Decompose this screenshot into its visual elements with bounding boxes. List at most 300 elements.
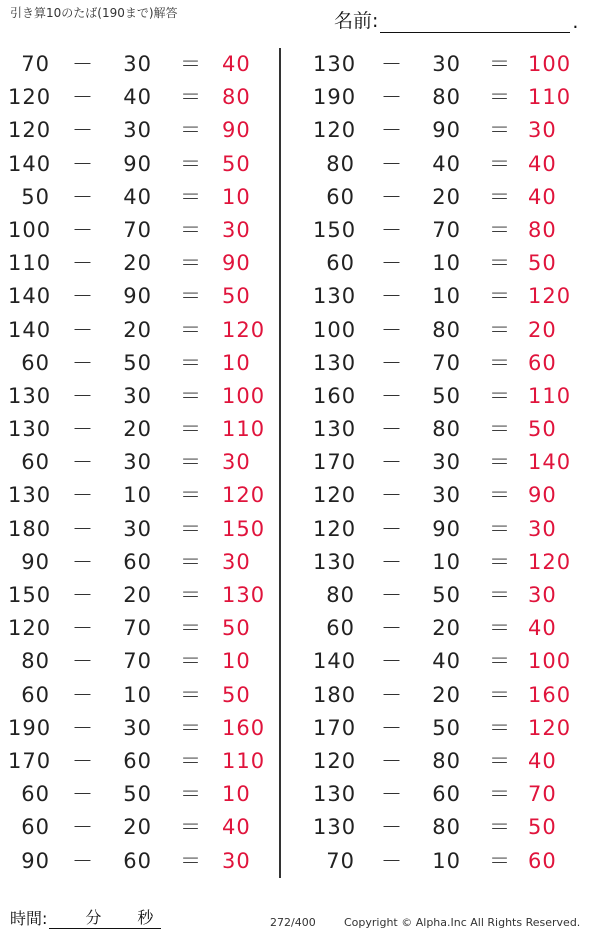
equals-sign: ＝ <box>180 483 202 508</box>
problem-row <box>281 612 600 645</box>
answer: 30 <box>222 549 251 574</box>
minuend: 170 <box>313 450 357 475</box>
problem-row <box>281 745 600 778</box>
equals-sign: ＝ <box>180 383 202 408</box>
time-field <box>10 906 161 929</box>
equals-sign: ＝ <box>489 184 511 209</box>
problem-row <box>281 645 600 678</box>
minus-sign: － <box>381 52 403 76</box>
subtrahend: 10 <box>432 848 461 873</box>
minuend: 190 <box>313 85 357 110</box>
minuend: 60 <box>21 350 50 375</box>
subtrahend: 20 <box>123 251 152 276</box>
answer: 40 <box>528 151 557 176</box>
minus-sign: － <box>381 450 403 475</box>
equals-sign: ＝ <box>180 184 202 209</box>
subtrahend: 50 <box>432 383 461 408</box>
subtrahend: 40 <box>432 649 461 674</box>
equals-sign: ＝ <box>180 85 202 110</box>
minus-sign: － <box>72 748 94 773</box>
answer: 100 <box>528 52 572 76</box>
subtrahend: 20 <box>123 815 152 840</box>
equals-sign: ＝ <box>489 516 511 541</box>
minus-sign: － <box>381 217 403 242</box>
minus-sign: － <box>381 284 403 309</box>
minuend: 60 <box>326 184 355 209</box>
minuend: 80 <box>326 151 355 176</box>
name-label: 名前: <box>334 10 379 32</box>
equals-sign: ＝ <box>489 217 511 242</box>
minus-sign: － <box>381 350 403 375</box>
minuend: 80 <box>326 583 355 607</box>
minus-sign: － <box>72 782 94 807</box>
equals-sign: ＝ <box>489 782 511 807</box>
subtrahend: 90 <box>432 118 461 143</box>
answer: 50 <box>222 682 251 707</box>
subtrahend: 30 <box>432 483 461 508</box>
equals-sign: ＝ <box>489 682 511 707</box>
answer: 60 <box>528 350 557 375</box>
minus-sign: － <box>381 151 403 176</box>
subtrahend: 70 <box>123 217 152 242</box>
minuend: 80 <box>21 649 50 674</box>
equals-sign: ＝ <box>489 748 511 773</box>
equals-sign: ＝ <box>489 549 511 574</box>
subtrahend: 30 <box>123 516 152 541</box>
answer: 40 <box>528 748 557 773</box>
answer: 50 <box>222 151 251 176</box>
problem-row <box>0 181 279 214</box>
equals-sign: ＝ <box>180 151 202 176</box>
subtrahend: 80 <box>432 417 461 442</box>
answer: 40 <box>222 52 251 76</box>
subtrahend: 20 <box>432 682 461 707</box>
minuend: 130 <box>313 782 357 807</box>
subtrahend: 80 <box>432 85 461 110</box>
minuend: 120 <box>8 616 52 641</box>
subtrahend: 30 <box>123 450 152 475</box>
subtrahend: 10 <box>123 483 152 508</box>
problem-row <box>0 645 279 678</box>
worksheet-title: 引き算10のたば(190まで)解答 <box>10 6 178 20</box>
answer: 160 <box>222 715 266 740</box>
equals-sign: ＝ <box>489 85 511 110</box>
minus-sign: － <box>381 815 403 840</box>
minus-sign: － <box>381 516 403 541</box>
problem-row <box>281 380 600 413</box>
problem-row <box>281 845 600 878</box>
minuend: 140 <box>8 151 52 176</box>
problem-row <box>281 114 600 147</box>
answer: 50 <box>528 815 557 840</box>
problem-row <box>0 546 279 579</box>
equals-sign: ＝ <box>489 450 511 475</box>
equals-sign: ＝ <box>180 284 202 309</box>
problem-row <box>0 48 279 81</box>
minus-sign: － <box>72 450 94 475</box>
minus-sign: － <box>381 118 403 143</box>
answer: 30 <box>222 217 251 242</box>
answer: 120 <box>222 317 266 342</box>
minus-sign: － <box>381 682 403 707</box>
subtrahend: 30 <box>123 383 152 408</box>
problem-row <box>0 845 279 878</box>
minus-sign: － <box>381 383 403 408</box>
minus-sign: － <box>72 251 94 276</box>
equals-sign: ＝ <box>180 748 202 773</box>
equals-sign: ＝ <box>180 848 202 873</box>
subtrahend: 30 <box>123 118 152 143</box>
answer: 130 <box>222 583 266 607</box>
answer: 30 <box>528 583 557 607</box>
subtrahend: 50 <box>432 583 461 607</box>
answer: 80 <box>528 217 557 242</box>
equals-sign: ＝ <box>489 583 511 607</box>
equals-sign: ＝ <box>180 649 202 674</box>
subtrahend: 40 <box>123 184 152 209</box>
problem-row <box>281 81 600 114</box>
problem-row <box>281 148 600 181</box>
answer: 120 <box>528 549 572 574</box>
problem-row <box>281 446 600 479</box>
minuend: 150 <box>313 217 357 242</box>
name-field <box>334 6 578 33</box>
seconds-unit: 秒 <box>137 908 154 927</box>
problem-row <box>281 48 600 81</box>
problem-row <box>281 513 600 546</box>
minuend: 60 <box>326 251 355 276</box>
problem-row <box>281 546 600 579</box>
minuend: 100 <box>8 217 52 242</box>
minuend: 130 <box>313 549 357 574</box>
minus-sign: － <box>381 848 403 873</box>
subtrahend: 80 <box>432 748 461 773</box>
time-label: 時間: <box>10 909 48 928</box>
minus-sign: － <box>72 583 94 607</box>
answer: 40 <box>528 616 557 641</box>
subtrahend: 30 <box>123 52 152 76</box>
minus-sign: － <box>72 284 94 309</box>
minus-sign: － <box>72 317 94 342</box>
answer: 10 <box>222 184 251 209</box>
answer: 100 <box>222 383 266 408</box>
problem-row <box>0 712 279 745</box>
minuend: 100 <box>313 317 357 342</box>
minuend: 110 <box>8 251 52 276</box>
equals-sign: ＝ <box>489 715 511 740</box>
problem-row <box>0 679 279 712</box>
minuend: 120 <box>313 483 357 508</box>
problem-row <box>281 479 600 512</box>
problem-row <box>0 778 279 811</box>
subtrahend: 30 <box>432 450 461 475</box>
problem-row <box>0 280 279 313</box>
answer: 10 <box>222 782 251 807</box>
problem-row <box>0 612 279 645</box>
equals-sign: ＝ <box>489 317 511 342</box>
problem-row <box>0 114 279 147</box>
minuend: 120 <box>313 118 357 143</box>
equals-sign: ＝ <box>180 715 202 740</box>
subtrahend: 30 <box>123 715 152 740</box>
minuend: 170 <box>8 748 52 773</box>
answer: 110 <box>222 748 266 773</box>
problem-row <box>281 679 600 712</box>
minus-sign: － <box>72 350 94 375</box>
problem-row <box>0 446 279 479</box>
problem-row <box>281 280 600 313</box>
minus-sign: － <box>381 184 403 209</box>
equals-sign: ＝ <box>180 251 202 276</box>
minuend: 130 <box>313 815 357 840</box>
equals-sign: ＝ <box>180 815 202 840</box>
minus-sign: － <box>381 251 403 276</box>
equals-sign: ＝ <box>180 516 202 541</box>
equals-sign: ＝ <box>180 417 202 442</box>
minus-sign: － <box>381 483 403 508</box>
minus-sign: － <box>72 151 94 176</box>
equals-sign: ＝ <box>180 118 202 143</box>
minus-sign: － <box>381 85 403 110</box>
equals-sign: ＝ <box>489 483 511 508</box>
minus-sign: － <box>72 184 94 209</box>
equals-sign: ＝ <box>180 549 202 574</box>
minus-sign: － <box>72 417 94 442</box>
subtrahend: 70 <box>123 649 152 674</box>
minus-sign: － <box>381 616 403 641</box>
subtrahend: 90 <box>432 516 461 541</box>
minuend: 60 <box>21 815 50 840</box>
answer: 50 <box>222 284 251 309</box>
minuend: 130 <box>313 284 357 309</box>
minuend: 60 <box>21 782 50 807</box>
problem-row <box>0 347 279 380</box>
minus-sign: － <box>381 782 403 807</box>
equals-sign: ＝ <box>180 782 202 807</box>
problem-row <box>0 413 279 446</box>
problem-row <box>281 778 600 811</box>
minus-sign: － <box>381 715 403 740</box>
minus-sign: － <box>72 483 94 508</box>
minuend: 70 <box>326 848 355 873</box>
equals-sign: ＝ <box>489 251 511 276</box>
minuend: 60 <box>21 682 50 707</box>
subtrahend: 80 <box>432 317 461 342</box>
problem-row <box>281 314 600 347</box>
minuend: 120 <box>313 516 357 541</box>
subtrahend: 80 <box>432 815 461 840</box>
subtrahend: 50 <box>123 350 152 375</box>
minus-sign: － <box>72 848 94 873</box>
equals-sign: ＝ <box>489 52 511 76</box>
problem-row <box>0 380 279 413</box>
answer: 150 <box>222 516 266 541</box>
equals-sign: ＝ <box>489 350 511 375</box>
minuend: 180 <box>8 516 52 541</box>
equals-sign: ＝ <box>180 583 202 607</box>
equals-sign: ＝ <box>489 284 511 309</box>
problem-row <box>0 148 279 181</box>
subtrahend: 10 <box>432 549 461 574</box>
answer: 70 <box>528 782 557 807</box>
minus-sign: － <box>72 383 94 408</box>
minutes-unit: 分 <box>85 908 102 927</box>
minuend: 90 <box>21 848 50 873</box>
problem-row <box>0 811 279 844</box>
subtrahend: 20 <box>432 184 461 209</box>
answer: 30 <box>528 118 557 143</box>
equals-sign: ＝ <box>180 450 202 475</box>
answer: 110 <box>528 85 572 110</box>
equals-sign: ＝ <box>489 815 511 840</box>
answer: 60 <box>528 848 557 873</box>
minuend: 130 <box>8 483 52 508</box>
answer: 10 <box>222 350 251 375</box>
minuend: 130 <box>8 383 52 408</box>
subtrahend: 60 <box>123 848 152 873</box>
minus-sign: － <box>72 118 94 143</box>
minus-sign: － <box>72 217 94 242</box>
subtrahend: 50 <box>432 715 461 740</box>
minuend: 90 <box>21 549 50 574</box>
minuend: 120 <box>313 748 357 773</box>
answer: 120 <box>528 284 572 309</box>
subtrahend: 20 <box>123 417 152 442</box>
answer: 30 <box>528 516 557 541</box>
minuend: 60 <box>21 450 50 475</box>
subtrahend: 70 <box>123 616 152 641</box>
subtrahend: 60 <box>123 748 152 773</box>
equals-sign: ＝ <box>180 317 202 342</box>
name-dot: . <box>572 11 579 33</box>
minus-sign: － <box>72 715 94 740</box>
minus-sign: － <box>381 549 403 574</box>
equals-sign: ＝ <box>489 848 511 873</box>
minus-sign: － <box>381 583 403 607</box>
subtrahend: 90 <box>123 151 152 176</box>
subtrahend: 60 <box>123 549 152 574</box>
minuend: 50 <box>21 184 50 209</box>
left-problem-column <box>0 48 279 878</box>
subtrahend: 40 <box>123 85 152 110</box>
problem-row <box>281 247 600 280</box>
equals-sign: ＝ <box>180 52 202 76</box>
equals-sign: ＝ <box>489 383 511 408</box>
minuend: 130 <box>313 350 357 375</box>
minuend: 140 <box>8 317 52 342</box>
answer: 90 <box>222 118 251 143</box>
minus-sign: － <box>381 748 403 773</box>
answer: 90 <box>222 251 251 276</box>
answer: 160 <box>528 682 572 707</box>
answer: 100 <box>528 649 572 674</box>
equals-sign: ＝ <box>180 682 202 707</box>
minuend: 120 <box>8 118 52 143</box>
answer: 10 <box>222 649 251 674</box>
equals-sign: ＝ <box>489 118 511 143</box>
problem-row <box>281 181 600 214</box>
answer: 30 <box>222 848 251 873</box>
minus-sign: － <box>72 516 94 541</box>
minuend: 70 <box>21 52 50 76</box>
answer: 140 <box>528 450 572 475</box>
problem-row <box>0 214 279 247</box>
answer: 90 <box>528 483 557 508</box>
answer: 40 <box>528 184 557 209</box>
minuend: 170 <box>313 715 357 740</box>
subtrahend: 10 <box>123 682 152 707</box>
minus-sign: － <box>72 649 94 674</box>
equals-sign: ＝ <box>489 417 511 442</box>
answer: 50 <box>222 616 251 641</box>
minuend: 140 <box>8 284 52 309</box>
problem-row <box>0 479 279 512</box>
subtrahend: 70 <box>432 350 461 375</box>
minus-sign: － <box>72 682 94 707</box>
time-blank-line <box>49 910 161 929</box>
minuend: 140 <box>313 649 357 674</box>
minuend: 190 <box>8 715 52 740</box>
minuend: 180 <box>313 682 357 707</box>
minus-sign: － <box>381 649 403 674</box>
answer: 110 <box>222 417 266 442</box>
problem-row <box>281 413 600 446</box>
equals-sign: ＝ <box>180 217 202 242</box>
problem-row <box>281 214 600 247</box>
minus-sign: － <box>72 52 94 76</box>
minus-sign: － <box>72 616 94 641</box>
minus-sign: － <box>381 317 403 342</box>
problem-row <box>0 745 279 778</box>
subtrahend: 20 <box>432 616 461 641</box>
answer: 110 <box>528 383 572 408</box>
answer: 50 <box>528 417 557 442</box>
minus-sign: － <box>72 85 94 110</box>
equals-sign: ＝ <box>489 649 511 674</box>
copyright-text: Copyright © Alpha.Inc All Rights Reserved. <box>344 916 581 929</box>
problem-row <box>0 314 279 347</box>
equals-sign: ＝ <box>489 616 511 641</box>
answer: 120 <box>222 483 266 508</box>
name-blank-line <box>380 10 570 33</box>
equals-sign: ＝ <box>180 350 202 375</box>
answer: 40 <box>222 815 251 840</box>
problem-row <box>0 579 279 612</box>
problem-row <box>281 712 600 745</box>
minuend: 130 <box>8 417 52 442</box>
right-problem-column <box>281 48 600 878</box>
subtrahend: 10 <box>432 284 461 309</box>
minuend: 120 <box>8 85 52 110</box>
answer: 120 <box>528 715 572 740</box>
minus-sign: － <box>381 417 403 442</box>
subtrahend: 60 <box>432 782 461 807</box>
problem-row <box>281 347 600 380</box>
equals-sign: ＝ <box>489 151 511 176</box>
problem-row <box>281 811 600 844</box>
minuend: 60 <box>326 616 355 641</box>
subtrahend: 70 <box>432 217 461 242</box>
answer: 30 <box>222 450 251 475</box>
subtrahend: 90 <box>123 284 152 309</box>
answer: 20 <box>528 317 557 342</box>
subtrahend: 20 <box>123 583 152 607</box>
minuend: 130 <box>313 417 357 442</box>
subtrahend: 30 <box>432 52 461 76</box>
answer: 50 <box>528 251 557 276</box>
problem-row <box>0 247 279 280</box>
minuend: 130 <box>313 52 357 76</box>
